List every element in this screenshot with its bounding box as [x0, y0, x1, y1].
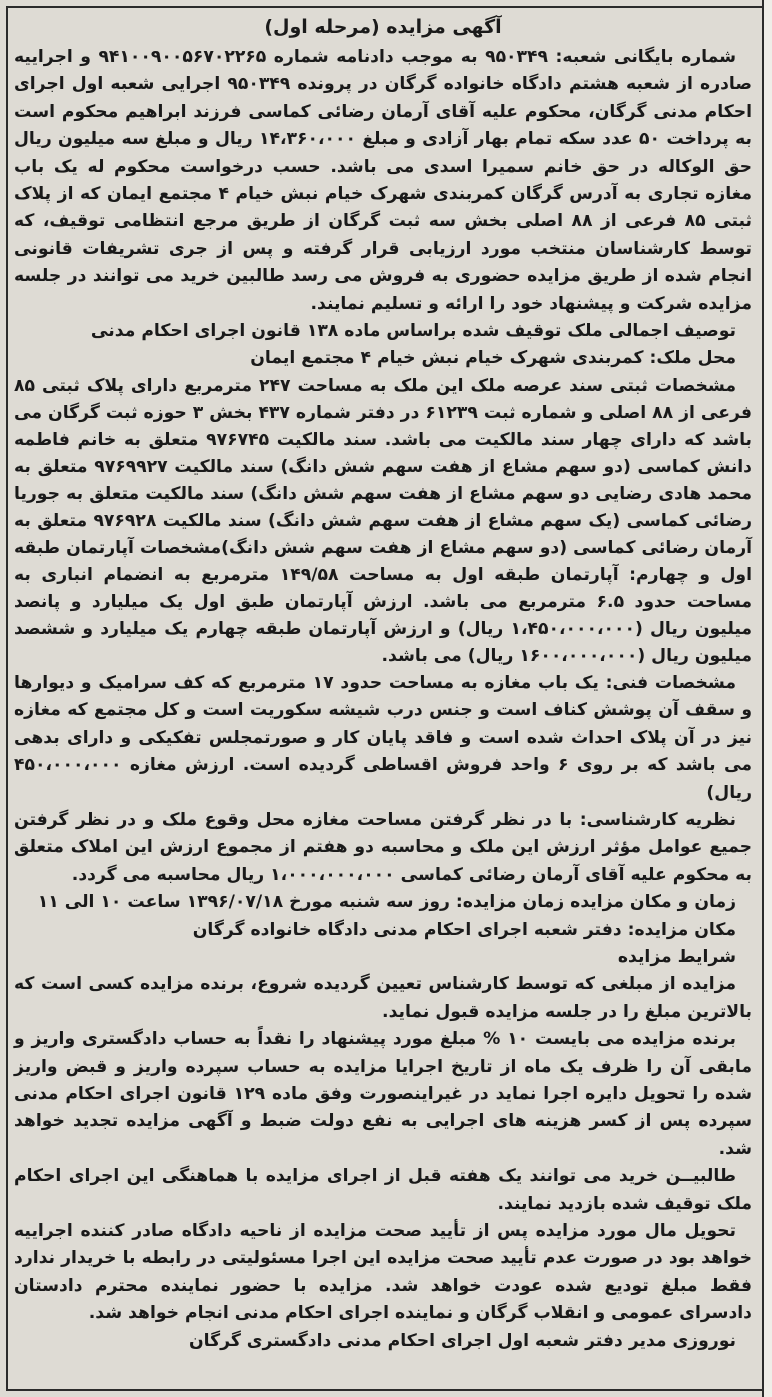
- condition-delivery: تحویل مال مورد مزایده پس از تأیید صحت مزایده از ناحیه دادگاه صادر کننده اجراییه خواهد بود در صورت عدم تأیید صحت مزایده این اجرا مسئولیتی در رابطه با خریدار ندارد فقط مبلغ تودیع شده عودت خواهد شد. مزایده با حضور نماینده محترم دادستان دادسرای عمومی و انقلاب گرگان و نماینده اجرای احکام مدنی انجام خواهد شد.: [14, 1221, 752, 1324]
- property-location: محل ملک: کمربندی شهرک خیام نبش خیام ۴ مجتمع ایمان: [250, 348, 736, 369]
- notice-intro: شماره بایگانی شعبه: ۹۵۰۳۴۹ به موجب دادنامه شماره ۹۴۱۰۰۹۰۰۵۶۷۰۲۲۶۵ و اجراییه صادره از شعبه هشتم دادگاه خانواده گرگان در پرونده ۹۵۰۳۴۹ اجرایی شعبه اول اجرای احکام مدنی گرگان، محکوم علیه آقای آرمان رضائی کماسی فرزند ابراهیم محکوم است به پرداخت ۵۰ عدد سکه تمام بهار آزادی و مبلغ ۱۴،۳۶۰،۰۰۰ ریال و مبلغ سه میلیون ریال حق الوکاله در حق خانم سمیرا اسدی می باشد. حسب درخواست محکوم له یک باب مغازه تجاری به آدرس گرگان کمربندی شهرک خیام نبش خیام ۴ مجتمع ایمان که از پلاک ثبتی ۸۵ فرعی از ۸۸ اصلی بخش سه ثبت گرگان از طریق مرجع انتظامی توقیف، که توسط کارشناسان منتخب مورد ارزیابی قرار گرفته و پس از جری تشریفات قانونی انجام شده از طریق مزایده حضوری به فروش می رسد طالبین خرید می توانند در جلسه مزایده شرکت و پیشنهاد خود را ارائه و تسلیم نمایند.: [14, 47, 752, 314]
- auction-time: زمان و مکان مزایده زمان مزایده: روز سه شنبه مورخ ۱۳۹۶/۰۷/۱۸ ساعت ۱۰ الی ۱۱: [37, 892, 736, 913]
- condition-start-price: مزایده از مبلغی که توسط کارشناس تعیین گردیده شروع، برنده مزایده کسی است که بالاترین مبلغ را در جلسه مزایده قبول نماید.: [14, 974, 752, 1022]
- expert-opinion: نظریه کارشناسی: با در نظر گرفتن مساحت مغازه محل وقوع ملک و در نظر گرفتن جمیع عوامل مؤثر ارزش این ملک و محاسبه دو هفتم از مجموع ارزش این املاک متعلق به محکوم علیه آقای آرمان رضائی کماسی ۱،۰۰۰،۰۰۰،۰۰۰ ریال محاسبه می گردد.: [14, 809, 752, 885]
- signature: نوروزی مدیر دفتر شعبه اول اجرای احکام مدنی دادگستری گرگان: [189, 1330, 736, 1351]
- technical-specs: مشخصات فنی: یک باب مغازه به مساحت حدود ۱۷ مترمربع که کف سرامیک و دیوارها و سقف آن پوشش کناف است و جنس درب شیشه سکوریت است و کل مجتمع که مغازه نیز در آن پلاک احداث شده است و فاقد پایان کار و صورتمجلس تفکیکی و دارای بدهی می باشد که بر روی ۶ واحد فروش اقساطی گردیده است. ارزش مغازه ۴۵۰،۰۰۰،۰۰۰ ریال): [14, 672, 752, 803]
- conditions-heading: شرایط مزایده: [617, 946, 736, 967]
- auction-notice: [14, 14, 752, 1387]
- registration-details: مشخصات ثبتی سند عرصه ملک این ملک به مساحت ۲۴۷ مترمربع دارای پلاک ثبتی ۸۵ فرعی از ۸۸ اصلی و شماره ثبت ۶۱۲۳۹ در دفتر شماره ۴۳۷ بخش ۳ حوزه ثبت گرگان می باشد که دارای چهار سند مالکیت می باشد. سند مالکیت ۹۷۶۷۴۵ متعلق به خانم فاطمه دانش کماسی (دو سهم مشاع از هفت سهم شش دانگ) سند مالکیت ۹۷۶۹۹۲۷ متعلق به محمد هادی رضایی دو سهم مشاع از هفت سهم شش دانگ) سند مالکیت متعلق به جوریا رضائی کماسی (یک سهم مشاع از هفت سهم شش دانگ) سند مالکیت ۹۷۶۹۲۸ متعلق به آرمان رضائی کماسی (دو سهم مشاع از هفت سهم شش دانگ)مشخصات آپارتمان طبقه اول و چهارم: آپارتمان طبقه اول به مساحت ۱۴۹/۵۸ مترمربع به انضمام انباری به مساحت حدود ۶.۵ مترمربع می باشد. ارزش آپارتمان طبق اول یک میلیارد و پانصد میلیون ریال (۱،۴۵۰،۰۰۰،۰۰۰ ریال) و ارزش آپارتمان طبقه چهارم یک میلیارد و ششصد میلیون ریال (۱۶۰۰،۰۰۰،۰۰۰ ریال) می باشد.: [14, 375, 753, 666]
- property-summary-heading: توصیف اجمالی ملک توقیف شده براساس ماده ۱۳۸ قانون اجرای احکام مدنی: [90, 321, 736, 342]
- condition-payment: برنده مزایده می بایست ۱۰ % مبلغ مورد پیشنهاد را نقداً به حساب دادگستری واریز و مابقی آن را ظرف یک ماه از تاریخ اجرایا مزایده به حساب سپرده واریز و قبض واریز شده را تحویل دایره اجرا نماید در غیراینصورت وفق ماده ۱۲۹ قانون اجرای احکام مدنی سپرده پس از کسر هزینه های اجرایی به نفع دولت ضبط و آگهی مزایده تجدید خواهد شد.: [14, 1029, 752, 1159]
- notice-title: آگهی مزایده (مرحله اول): [264, 16, 502, 38]
- condition-visit: طالبیــن خرید می توانند یک هفته قبل از اجرای مزایده با هماهنگی این اجرای احکام ملک توقیف شده بازدید نمایند.: [14, 1166, 752, 1214]
- paper-edge: [762, 0, 772, 1397]
- auction-place: مکان مزایده: دفتر شعبه اجرای احکام مدنی دادگاه خانواده گرگان: [192, 919, 736, 940]
